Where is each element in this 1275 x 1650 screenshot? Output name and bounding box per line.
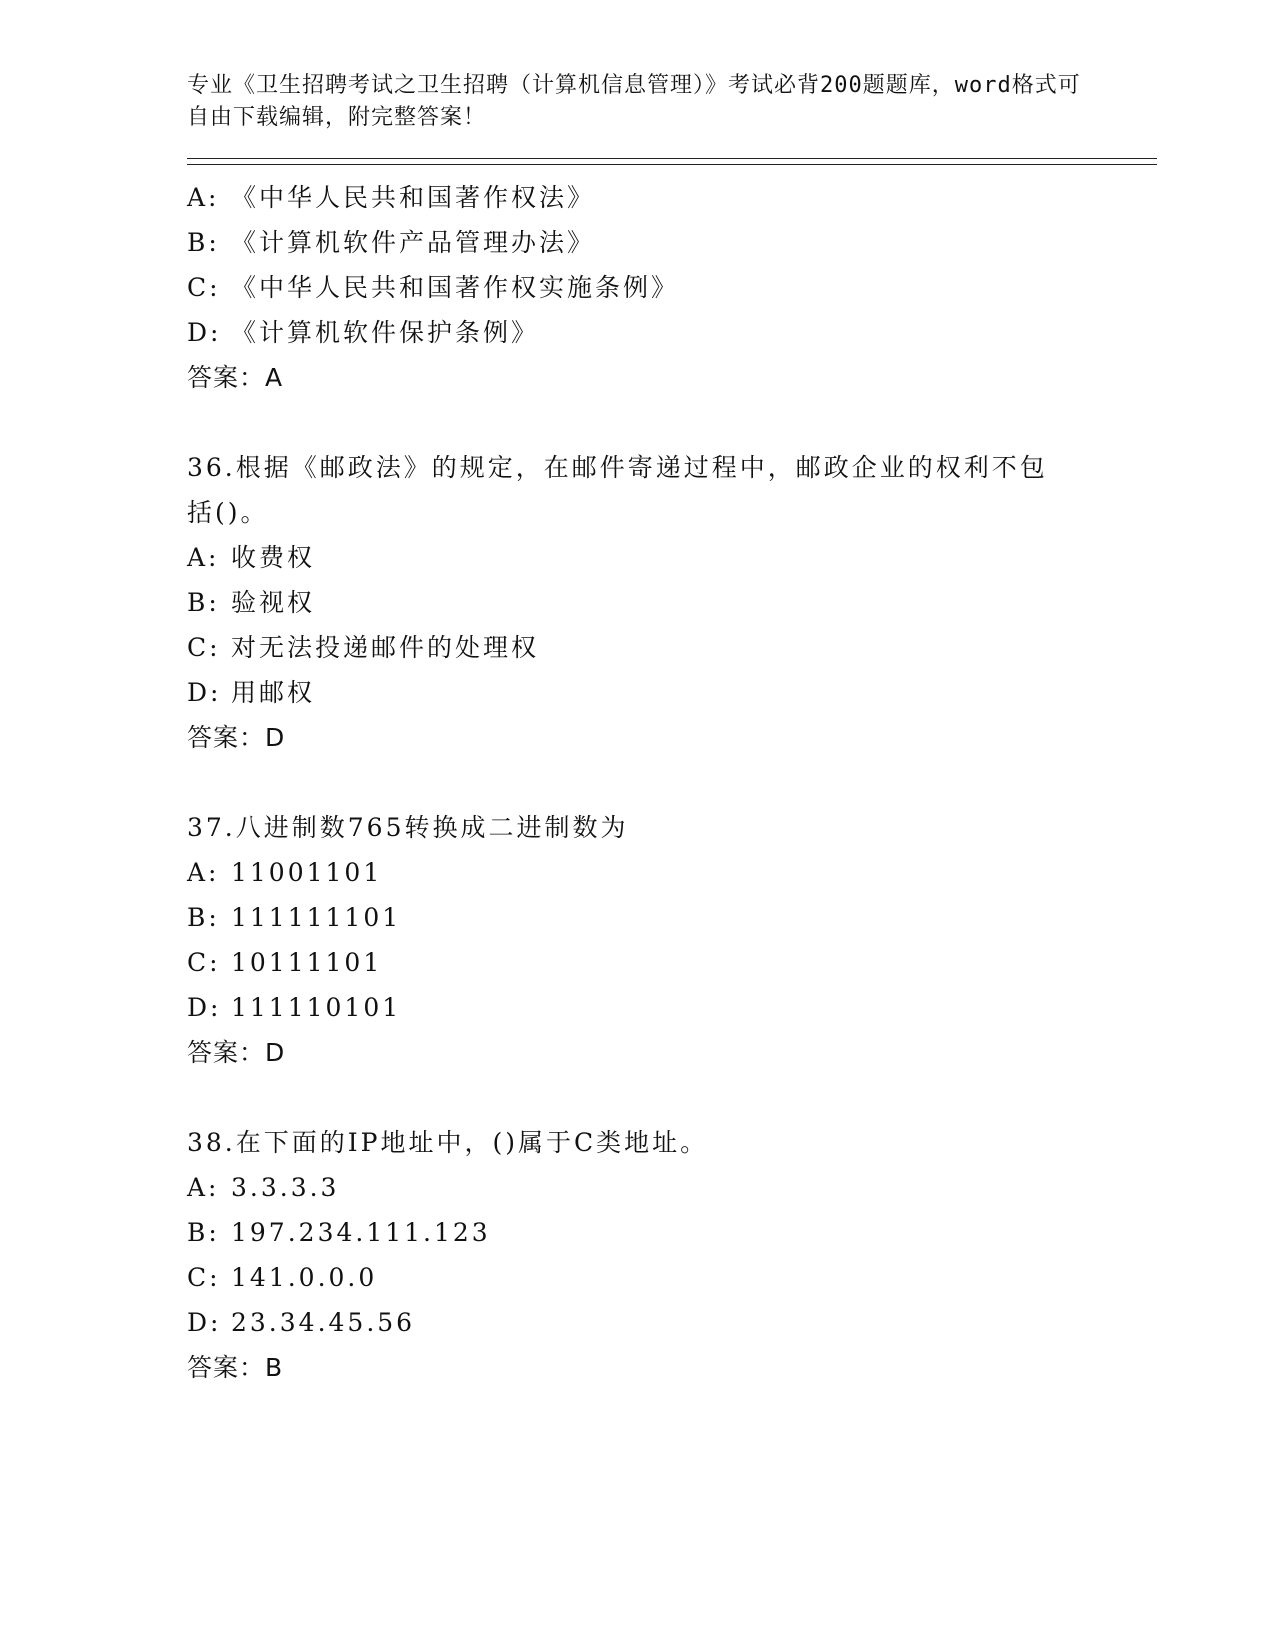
option-b: B: 197.234.111.123: [187, 1218, 491, 1247]
question-37: [187, 805, 1157, 1075]
question-text: 36.根据《邮政法》的规定，在邮件寄递过程中，邮政企业的权利不包括()。: [187, 453, 1048, 527]
answer: 答案：A: [187, 363, 284, 392]
header-divider: [187, 158, 1157, 165]
question-text: 37.八进制数765转换成二进制数为: [187, 813, 629, 842]
option-a: A: 收费权: [187, 543, 316, 572]
option-b: B: 《计算机软件产品管理办法》: [187, 228, 596, 257]
question-text: 38.在下面的IP地址中，()属于C类地址。: [187, 1128, 709, 1157]
option-c: C: 10111101: [187, 948, 383, 977]
option-a: A: 《中华人民共和国著作权法》: [187, 183, 596, 212]
answer: 答案：B: [187, 1353, 284, 1382]
option-c: C: 141.0.0.0: [187, 1263, 378, 1292]
option-c: C: 对无法投递邮件的处理权: [187, 633, 540, 662]
option-d: D: 23.34.45.56: [187, 1308, 416, 1337]
option-b: B: 验视权: [187, 588, 316, 617]
question-38: [187, 1120, 1157, 1390]
option-d: D: 111110101: [187, 993, 402, 1022]
option-d: D: 《计算机软件保护条例》: [187, 318, 540, 347]
question-35: [187, 175, 1157, 400]
option-a: A: 11001101: [187, 858, 383, 887]
document-header: 专业《卫生招聘考试之卫生招聘（计算机信息管理）》考试必背200题题库，word格式可自由下载编辑，附完整答案！: [187, 73, 1081, 130]
question-36: [187, 445, 1157, 760]
option-c: C: 《中华人民共和国著作权实施条例》: [187, 273, 680, 302]
option-d: D: 用邮权: [187, 678, 316, 707]
document-page: [187, 70, 1157, 1390]
option-b: B: 111111101: [187, 903, 402, 932]
answer: 答案：D: [187, 1038, 286, 1067]
option-a: A: 3.3.3.3: [187, 1173, 340, 1202]
answer: 答案：D: [187, 723, 286, 752]
